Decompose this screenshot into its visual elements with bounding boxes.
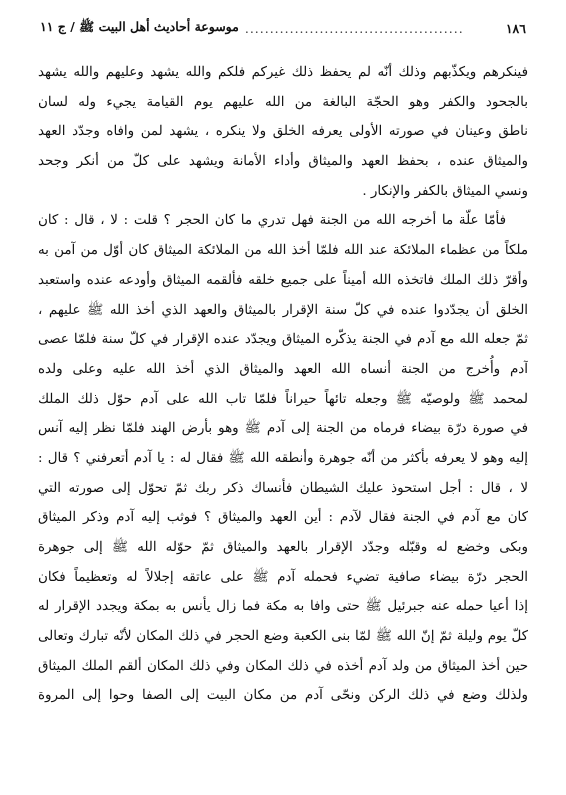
header-dot-leader: ............................................ (244, 20, 464, 36)
text-line: وبكى وخضع له وقبّله وجدّد الإقرار بالعهد والميثاق ثمّ حوّله الله ﷺ إلى جوهرة (38, 540, 528, 555)
text-line: فينكرهم ويكذّبهم وذلك أنّه لم يحفظ ذلك غيركم فلكم والله يشهد وعليهم والله يشهد (38, 65, 528, 80)
text-line: لا ، قال : أجل استحوذ عليك الشيطان فأنساك ذكر ربك ثمّ تحوّل إلى صورته التي (38, 480, 528, 496)
text-line: الحجر درّة بيضاء صافية تضيء فحمله آدم ﷺ على عاتقه إجلالاً له وتعظيماً فكان (38, 569, 528, 585)
text-line: فأمّا علّة ما أخرجه الله من الجنة فهل تدري ما كان الحجر ؟ قلت : لا ، قال : كان (38, 213, 506, 229)
text-line: كلّ يوم وليلة ثمّ إنّ الله ﷺ لمّا بنى الكعبة وضع الحجر في ذلك المكان لأنّه تبارك وتعالى (38, 629, 528, 645)
text-line: لمحمد ﷺ ولوصيّه ﷺ وجعله تائهاً حيراناً فلمّا تاب الله على آدم حوّل ذلك الملك (38, 391, 528, 407)
text-line: حين أخذ الميثاق من ولد آدم أخذه في ذلك المكان وفي ذلك المكان ألقم الملك الميثاق (38, 658, 528, 674)
page-number: ١٨٦ (505, 20, 526, 36)
text-line: بالجحود والكفر وهو الحجّة البالغة من الله عليهم يوم القيامة يجيء وله لسان (38, 94, 528, 110)
text-line: آدم وأُخرج من الجنة أنساه الله العهد والميثاق الذي أخذ الله عليه وعلى ولده (38, 361, 528, 377)
text-line: في صورة درّة بيضاء فرماه من الجنة إلى آدم ﷺ وهو بأرض الهند فلمّا نظر إليه آنس (38, 421, 528, 437)
text-line: إليه وهو لا يعرفه بأكثر من أنّه جوهرة وأنطقه الله ﷺ فقال له : يا آدم أتعرفني ؟ قال : (38, 450, 528, 466)
text-line: ناطق وعينان في صورته الأولى يعرفه الخلق ولا ينكره ، يشهد لمن وافاه وجدّد العهد (38, 124, 528, 140)
text-line: وأقرّ ذلك الملك فاتخذه الله أميناً على جميع خلقه فألقمه الميثاق وأودعه عنده واستعبد (38, 272, 528, 288)
text-line: ونسي الميثاق بالكفر والإنكار . (362, 183, 528, 199)
text-line: ولذلك وضع في ذلك الركن ونحّى آدم من مكان البيت إلى الصفا وحوا إلى المروة (38, 688, 528, 704)
text-line: ملكاً من عظماء الملائكة عند الله فلمّا أخذ الله من الملائكة الميثاق كان أوّل من آمن به (38, 243, 528, 259)
text-line: ثمّ جعله الله مع آدم في الجنة يذكّره الميثاق ويجدّد عنده الإقرار في كلّ سنة فلمّا عصى (38, 332, 528, 348)
text-line: الخلق أن يجدّدوا عنده في كلّ سنة الإقرار بالميثاق والعهد الذي أخذ الله ﷺ عليهم ، (38, 302, 528, 318)
text-line: إذا أعيا حمله عنه جبرئيل ﷺ حتى وافا به مكة فما زال يأنس به بمكة ويجدد الإقرار له (38, 599, 528, 615)
body-text (38, 58, 528, 711)
book-title: موسوعة أحاديث أهل البيت ﷺ / ج ١١ (40, 18, 239, 34)
text-line: والميثاق عنده ، بحفظ العهد والميثاق وأداء الأمانة ويشهد على كلّ من أنكر وجحد (38, 154, 528, 170)
running-header (40, 18, 526, 38)
text-line: كان مع آدم في الجنة فقال لآدم : أين العهد والميثاق ؟ فوثب إليه آدم وذكر الميثاق (38, 510, 528, 526)
